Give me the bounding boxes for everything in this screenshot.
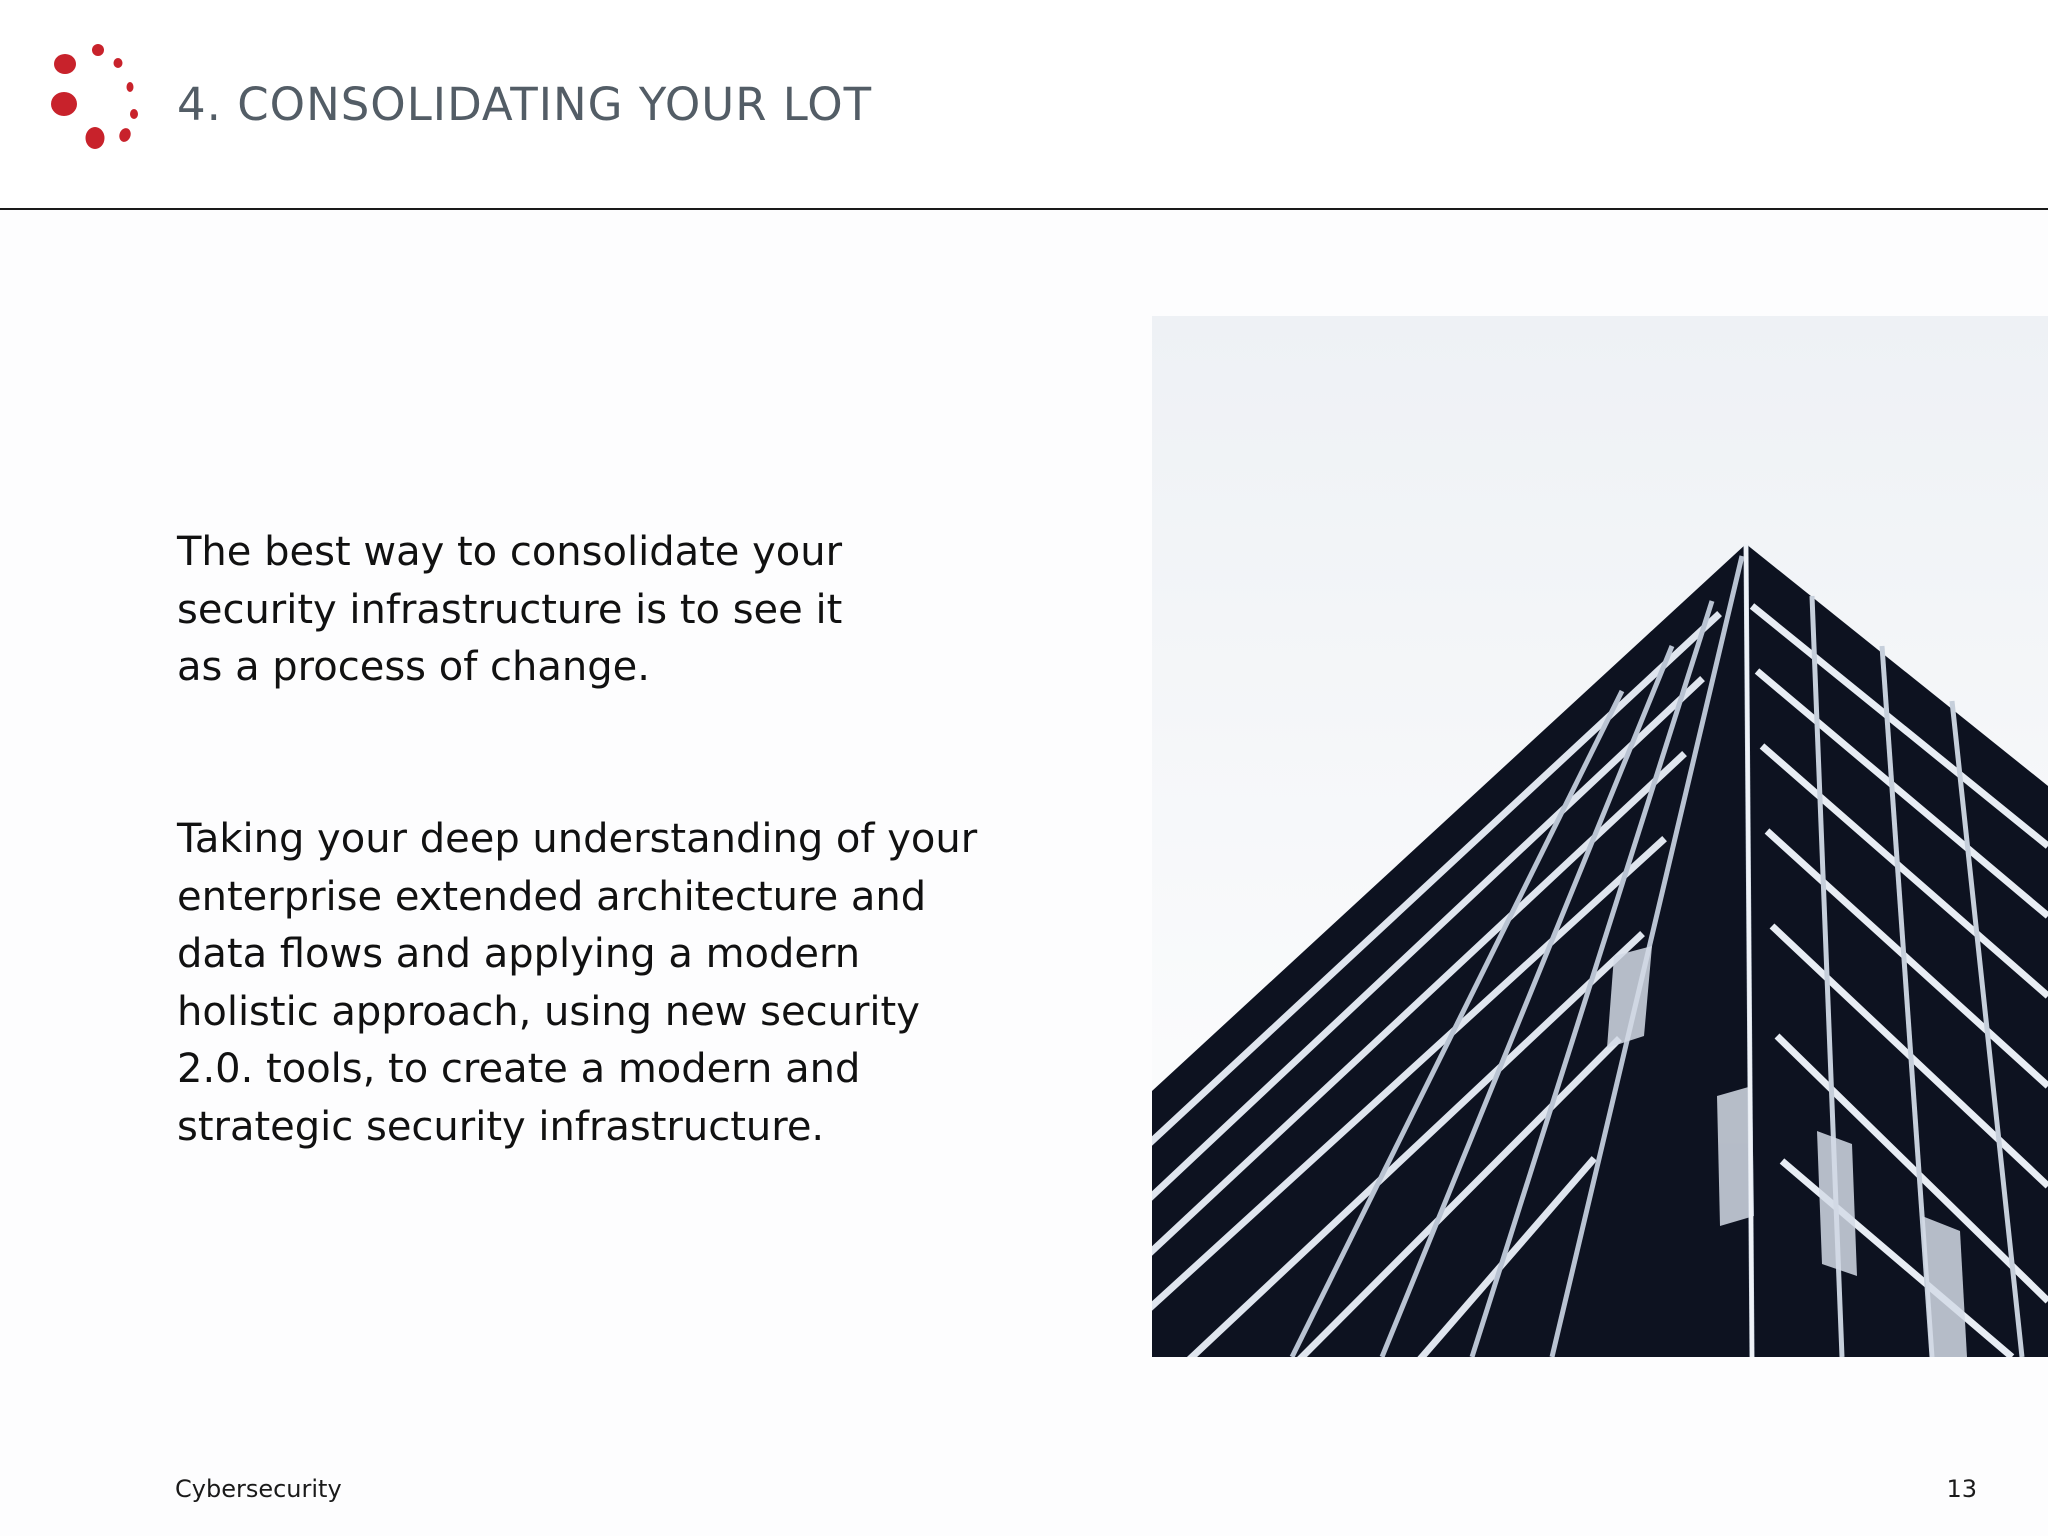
footer-label: Cybersecurity bbox=[175, 1475, 342, 1503]
red-dotted-ring-logo-icon bbox=[40, 36, 152, 162]
page-number: 13 bbox=[1946, 1475, 1977, 1503]
slide-title: 4. CONSOLIDATING YOUR LOT bbox=[177, 78, 873, 131]
header-divider bbox=[0, 208, 2048, 210]
body-paragraph-2: Taking your deep understanding of your enterprise extended architecture and data flows and applying a modern holistic approach, using new security 2.0. tools, to create a modern and strategic security infrastructure. bbox=[177, 816, 978, 1150]
building-photo bbox=[1152, 316, 2048, 1357]
body-paragraph-1: The best way to consolidate your security infrastructure is to see it as a process of change. bbox=[177, 529, 843, 690]
